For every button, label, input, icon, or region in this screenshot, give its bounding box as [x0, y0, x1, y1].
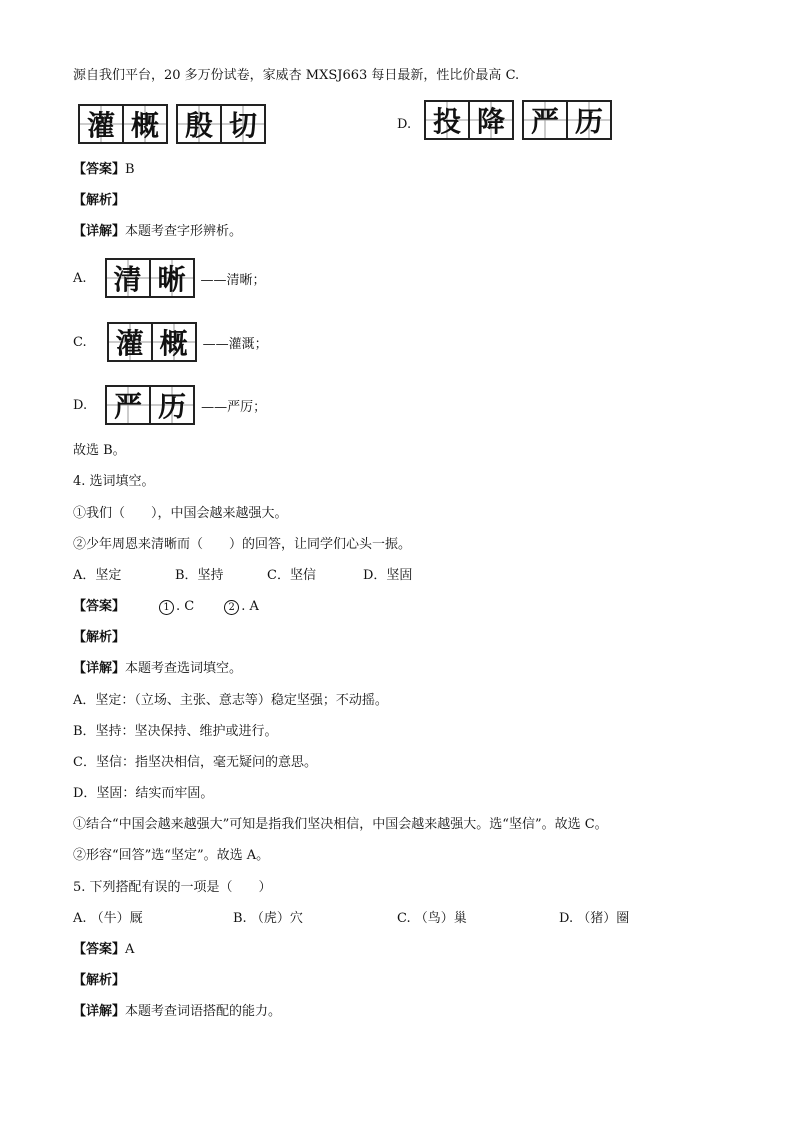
sentence-text: 我们（ ），中国会越来越强大。: [86, 506, 288, 521]
option: C．坚信: [267, 568, 316, 583]
char-cell: 历: [149, 387, 193, 423]
char-cell: 概: [122, 106, 166, 142]
option-d-label: D.: [397, 117, 412, 132]
char-cell: 降: [468, 102, 512, 138]
char-box-group: [105, 258, 195, 298]
char-cell: 概: [151, 324, 195, 360]
char-cell: 殷: [178, 106, 220, 142]
char-box-group: [424, 100, 514, 140]
char-cell: 晰: [149, 260, 193, 296]
q3-conclusion: 故选 B。: [73, 443, 126, 458]
q3-item-c: [73, 322, 268, 362]
option: C. （鸟）巢: [397, 911, 467, 926]
char-box-group: [105, 385, 195, 425]
char-cell: 历: [566, 102, 610, 138]
q4-options: [73, 567, 412, 585]
answer-label: 【答案】: [73, 942, 126, 957]
char-box-group: [107, 322, 197, 362]
q4-explanation: D．坚固：结实而牢固。: [73, 786, 214, 801]
item-note: ——严厉；: [201, 399, 267, 415]
q4-detail-line: [73, 660, 242, 678]
q4-explanation: ①结合“中国会越来越强大”可知是指我们坚决相信，中国会越来越强大。选“坚信”。故选 C。: [73, 817, 608, 832]
answer-value: B: [125, 162, 135, 177]
q3-item-a: [73, 258, 266, 298]
circled-number: 1: [159, 600, 174, 615]
q5-analysis-label: 【解析】: [73, 973, 126, 988]
item-label: A.: [73, 270, 87, 286]
sentence-text: 少年周恩来清晰而（ ）的回答，让同学们心头一振。: [86, 537, 412, 552]
char-box-group: [176, 104, 266, 144]
q3-detail-line: [73, 223, 242, 241]
char-cell: 清: [107, 260, 149, 296]
char-box-group: [78, 104, 168, 144]
q3-answer-line: [73, 161, 135, 179]
sentence-number: ①: [73, 506, 87, 521]
q5-options: [73, 910, 629, 928]
item-label: D.: [73, 397, 88, 413]
char-cell: 严: [524, 102, 566, 138]
option: A．坚定: [73, 568, 122, 583]
q4-explanation: ②形容“回答”选“坚定”。故选 A。: [73, 848, 270, 863]
option: D．坚固: [363, 568, 413, 583]
q4-explanation: B．坚持：坚决保持、维护或进行。: [73, 724, 278, 739]
item-note: ——清晰；: [200, 272, 266, 288]
q4-sentence-1: [73, 505, 288, 523]
detail-text: 本题考查词语搭配的能力。: [125, 1004, 282, 1019]
q4-sentence-2: [73, 536, 411, 554]
answer-value: . A: [241, 599, 259, 614]
q5-detail-line: [73, 1003, 281, 1021]
item-note: ——灌溉；: [202, 336, 268, 352]
option-c-boxes: [78, 104, 266, 144]
sentence-number: ②: [73, 537, 87, 552]
option: B．坚持: [175, 568, 224, 583]
detail-label: 【详解】: [73, 1004, 126, 1019]
detail-text: 本题考查选词填空。: [125, 661, 243, 676]
char-cell: 投: [426, 102, 468, 138]
circled-number: 2: [224, 600, 239, 615]
q3-analysis-label: 【解析】: [73, 193, 126, 208]
option-d-boxes: [424, 100, 612, 140]
answer-label: 【答案】: [73, 162, 126, 177]
q3-item-d: [73, 385, 266, 425]
q5-title: 5. 下列搭配有误的一项是（ ）: [73, 880, 272, 895]
char-cell: 灌: [109, 324, 151, 360]
char-cell: 严: [107, 387, 149, 423]
char-cell: 灌: [80, 106, 122, 142]
char-cell: 切: [220, 106, 264, 142]
q4-title: 4. 选词填空。: [73, 474, 155, 489]
item-label: C.: [73, 334, 87, 350]
q4-answer-line: [73, 598, 259, 616]
answer-value: . C: [176, 599, 195, 614]
answer-value: A: [125, 942, 135, 957]
header-text: 源自我们平台，20 多万份试卷，家威杏 MXSJ663 每日最新，性比价最高 C.: [73, 68, 520, 83]
answer-label: 【答案】: [73, 599, 126, 614]
q4-explanation: A．坚定：（立场、主张、意志等）稳定坚强；不动摇。: [73, 693, 388, 708]
q4-explanation: C．坚信：指坚决相信，毫无疑问的意思。: [73, 755, 317, 770]
q5-answer-line: [73, 941, 134, 959]
detail-label: 【详解】: [73, 224, 126, 239]
char-box-group: [522, 100, 612, 140]
option: A. （牛）厩: [73, 911, 143, 926]
detail-label: 【详解】: [73, 661, 126, 676]
q4-analysis-label: 【解析】: [73, 630, 126, 645]
detail-text: 本题考查字形辨析。: [125, 224, 243, 239]
option: D. （猪）圈: [559, 911, 630, 926]
option: B. （虎）穴: [233, 911, 303, 926]
